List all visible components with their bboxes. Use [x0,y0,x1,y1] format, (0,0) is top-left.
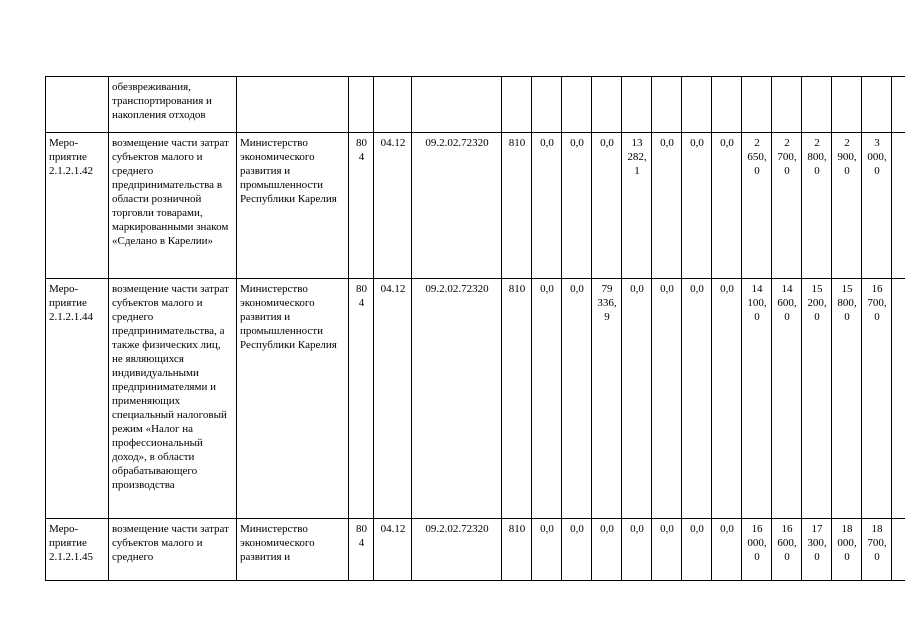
amount-cell [772,77,802,133]
table-body [46,77,905,581]
amount-cell: 14 100, 0 [742,279,772,519]
rzpr-cell: 04.12 [374,279,412,519]
amount-cell [652,77,682,133]
grbs-cell: 80 4 [349,133,374,279]
vr-cell: 810 [502,519,532,581]
table-row [46,77,905,133]
amount-cell: 0,0 [712,133,742,279]
rzpr-cell: 04.12 [374,519,412,581]
csr-cell: 09.2.02.72320 [412,133,502,279]
amount-cell: 18 000, 0 [832,519,862,581]
grbs-cell: 80 4 [349,279,374,519]
rzpr-cell [374,77,412,133]
amount-cell: 0,0 [562,133,592,279]
amount-cell: 16 600, 0 [772,519,802,581]
csr-cell: 09.2.02.72320 [412,519,502,581]
amount-cell: 0,0 [682,519,712,581]
amount-cell [682,77,712,133]
amount-cell: 0,0 [682,133,712,279]
amount-cell: 0,0 [652,133,682,279]
measure-id-cell: Меро-приятие 2.1.2.1.42 [46,133,109,279]
amount-cell: 2 650, 0 [742,133,772,279]
amount-cell [742,77,772,133]
measure-id-cell: Меро-приятие 2.1.2.1.45 [46,519,109,581]
amount-cell: 2 700, 0 [772,133,802,279]
amount-cell: 16 700, 0 [862,279,892,519]
grbs-cell [349,77,374,133]
description-cell: возмещение части затрат субъектов малого и среднего предпринимательства, а также физических лиц, не являющихся индивидуальными предпринимателями и применяющих специальный налоговый режим «Налог на профессиональный доход», в области обрабатывающего производства [109,279,237,519]
amount-cell [892,279,905,519]
rzpr-cell: 04.12 [374,133,412,279]
description-cell: возмещение части затрат субъектов малого и среднего предпринимательства в области розничной торговли товарами, маркированными знаком «Сделано в Карелии» [109,133,237,279]
ministry-cell: Министерство экономического развития и [237,519,349,581]
amount-cell: 0,0 [622,519,652,581]
amount-cell: 17 300, 0 [802,519,832,581]
table-row [46,279,905,519]
description-cell: возмещение части затрат субъектов малого и среднего [109,519,237,581]
amount-cell: 3 000, 0 [862,133,892,279]
amount-cell [832,77,862,133]
ministry-cell: Министерство экономического развития и промышленности Республики Карелия [237,133,349,279]
amount-cell [622,77,652,133]
amount-cell: 15 800, 0 [832,279,862,519]
amount-cell [592,77,622,133]
description-cell: обезвреживания, транспортирования и накопления отходов [109,77,237,133]
csr-cell [412,77,502,133]
grbs-cell: 80 4 [349,519,374,581]
amount-cell: 0,0 [652,519,682,581]
amount-cell [892,77,905,133]
amount-cell [892,133,905,279]
measure-id-cell [46,77,109,133]
amount-cell [712,77,742,133]
amount-cell: 13 282, 1 [622,133,652,279]
table-row [46,519,905,581]
ministry-cell: Министерство экономического развития и промышленности Республики Карелия [237,279,349,519]
vr-cell [502,77,532,133]
amount-cell: 0,0 [562,279,592,519]
amount-cell: 15 200, 0 [802,279,832,519]
budget-table [45,76,905,581]
amount-cell: 0,0 [532,519,562,581]
amount-cell: 0,0 [682,279,712,519]
amount-cell: 0,0 [562,519,592,581]
vr-cell: 810 [502,279,532,519]
csr-cell: 09.2.02.72320 [412,279,502,519]
amount-cell [532,77,562,133]
amount-cell: 0,0 [592,133,622,279]
amount-cell [862,77,892,133]
amount-cell: 0,0 [622,279,652,519]
amount-cell: 0,0 [592,519,622,581]
amount-cell [802,77,832,133]
ministry-cell [237,77,349,133]
amount-cell: 0,0 [532,279,562,519]
amount-cell: 0,0 [652,279,682,519]
amount-cell [562,77,592,133]
amount-cell: 14 600, 0 [772,279,802,519]
table-row [46,133,905,279]
amount-cell: 2 900, 0 [832,133,862,279]
amount-cell: 16 000, 0 [742,519,772,581]
amount-cell: 18 700, 0 [862,519,892,581]
amount-cell: 0,0 [712,519,742,581]
amount-cell: 79 336, 9 [592,279,622,519]
amount-cell: 0,0 [532,133,562,279]
measure-id-cell: Меро-приятие 2.1.2.1.44 [46,279,109,519]
amount-cell [892,519,905,581]
amount-cell: 0,0 [712,279,742,519]
vr-cell: 810 [502,133,532,279]
amount-cell: 2 800, 0 [802,133,832,279]
